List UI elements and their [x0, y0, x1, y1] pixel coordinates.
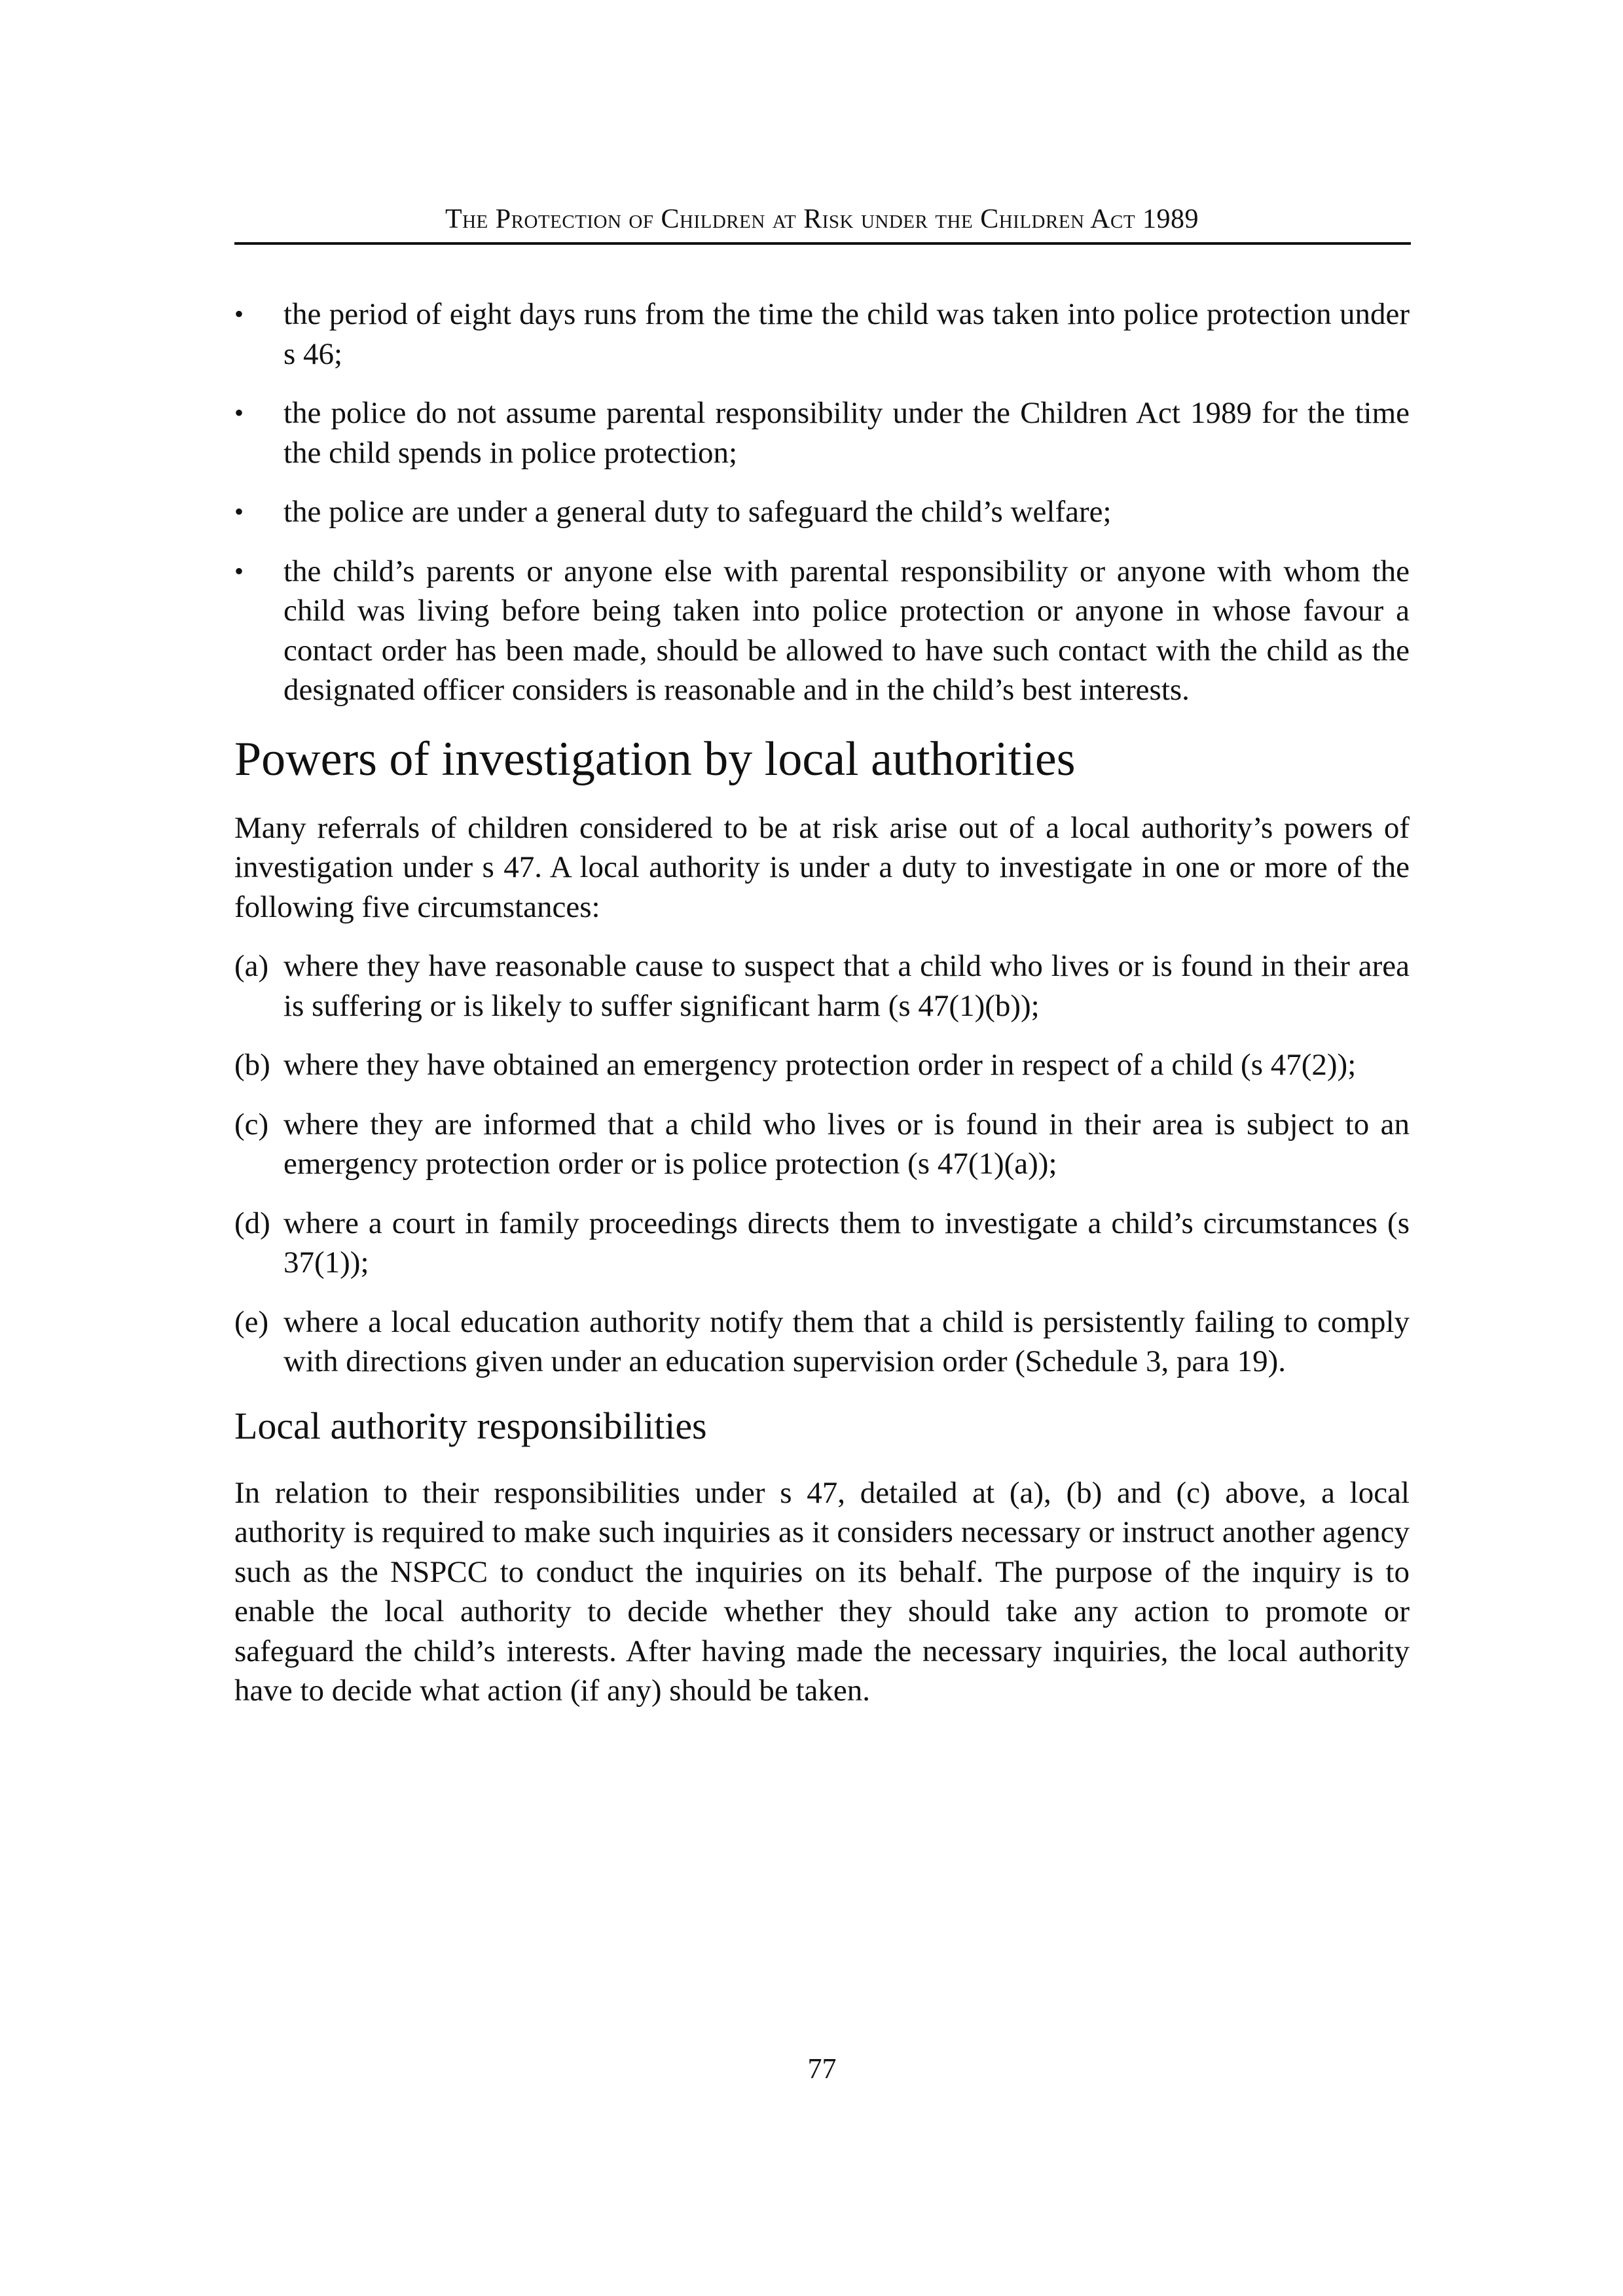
list-marker: (a)	[234, 949, 269, 983]
list-marker: (d)	[234, 1206, 270, 1240]
list-item	[234, 1302, 1410, 1382]
body-text	[234, 295, 1410, 1731]
bullet-item	[234, 393, 1410, 473]
bullet-item	[234, 295, 1410, 374]
page-number: 77	[807, 2053, 837, 2085]
list-marker: (c)	[234, 1107, 269, 1141]
list-item-text: where they are informed that a child who lives or is found in their area is subject to an emergency protection order or is police protection (s 47(1)(a));	[283, 1107, 1410, 1181]
header-rule	[234, 242, 1411, 245]
bullet-text: the child’s parents or anyone else with parental responsibility or anyone with whom the child was living before being taken into police protection or anyone in whose favour a contact order has been made, should be allowed to have such contact with the child as the designated officer considers is reasonable and in the child’s best interests.	[283, 554, 1410, 707]
running-header: The Protection of Children at Risk under the Children Act 1989	[445, 204, 1199, 234]
bullet-item	[234, 492, 1410, 532]
bullet-text: the period of eight days runs from the time the child was taken into police protection under s 46;	[283, 297, 1410, 371]
bullet-text: the police do not assume parental responsibility under the Children Act 1989 for the time the child spends in police protection;	[283, 396, 1410, 470]
list-item-text: where they have reasonable cause to suspect that a child who lives or is found in their area is suffering or is likely to suffer significant harm (s 47(1)(b));	[283, 949, 1410, 1023]
list-item	[234, 1105, 1410, 1184]
bullet-icon: •	[234, 398, 244, 427]
list-item	[234, 946, 1410, 1026]
subsection-heading: Local authority responsibilities	[234, 1404, 707, 1447]
list-item-text: where they have obtained an emergency protection order in respect of a child (s 47(2));	[283, 1048, 1357, 1082]
list-item	[234, 1204, 1410, 1283]
section-heading: Powers of investigation by local authorities	[234, 732, 1076, 786]
bullet-text: the police are under a general duty to safeguard the child’s welfare;	[283, 495, 1112, 529]
bullet-item	[234, 552, 1410, 710]
section-intro: Many referrals of children considered to be at risk arise out of a local authority’s powers of investigation under s 47. A local authority is under a duty to investigate in one or more of the following five circumstances:	[234, 810, 1410, 924]
list-item	[234, 1045, 1410, 1085]
bullet-list	[234, 295, 1410, 710]
list-item-text: where a local education authority notify them that a child is persistently failing to comply with directions given under an education supervision order (Schedule 3, para 19).	[283, 1304, 1410, 1378]
list-marker: (e)	[234, 1304, 269, 1339]
list-marker: (b)	[234, 1048, 270, 1082]
bullet-icon: •	[234, 556, 244, 586]
list-item-text: where a court in family proceedings directs them to investigate a child’s circumstances (s 37(1));	[283, 1206, 1410, 1280]
bullet-icon: •	[234, 299, 244, 329]
bullet-icon: •	[234, 497, 244, 526]
circumstances-list	[234, 946, 1410, 1382]
subsection-paragraph: In relation to their responsibilities under s 47, detailed at (a), (b) and (c) above, a local authority is required to make such inquiries as it considers necessary or instruct another agency such as the NSPCC to conduct the inquiries on its behalf. The purpose of the inquiry is to enable the local authority to decide whether they should take any action to promote or safeguard the child’s interests. After having made the necessary inquiries, the local authority have to decide what action (if any) should be taken.	[234, 1475, 1410, 1708]
